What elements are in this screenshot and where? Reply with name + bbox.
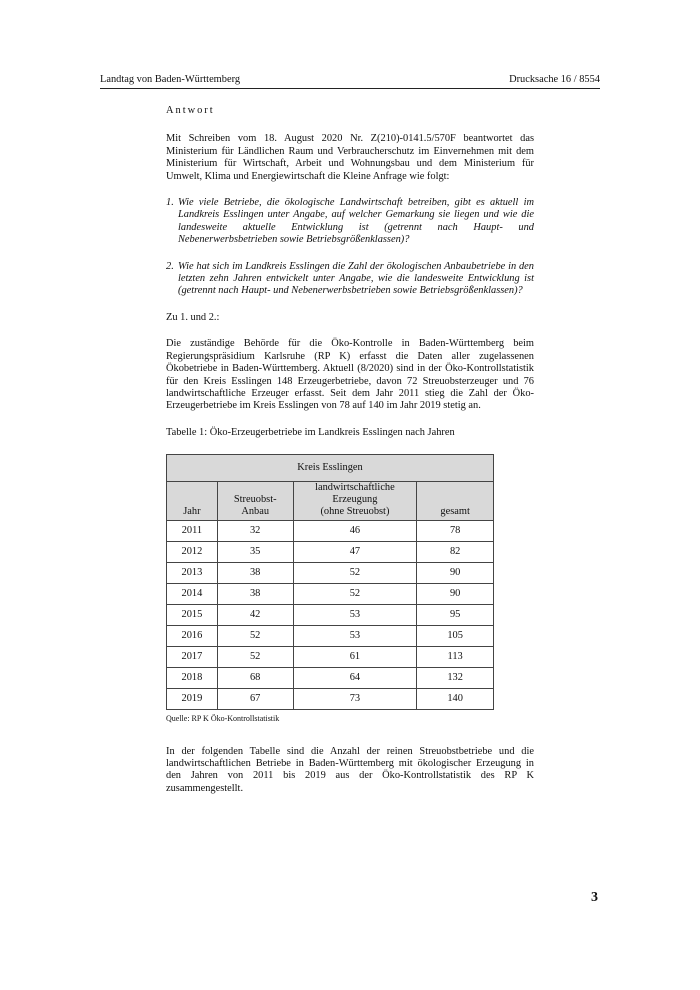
cell-total: 90 (417, 584, 494, 605)
cell-total: 90 (417, 563, 494, 584)
header-agricultural (293, 482, 417, 521)
table-row (167, 626, 494, 647)
header-agricultural-line3: (ohne Streuobst) (320, 506, 390, 518)
question-1-text: Wie viele Betriebe, die ökologische Landwirtschaft betreiben, gibt es aktuell im Landkreis Esslingen unter Angabe, auf welcher Gemarkung sie liegen und wie die landesweite aktuelle Entwicklung ist (getrennt nach Haupt- und Nebenerwerbsbetrieben sowie Betriebsgrößenklassen)? (178, 197, 534, 246)
table-body (167, 521, 494, 710)
cell-total: 82 (417, 542, 494, 563)
cell-streuobst: 32 (217, 521, 293, 542)
table-row (167, 542, 494, 563)
section-heading: Antwort (166, 105, 215, 116)
table-row (167, 689, 494, 710)
table-region-header: Kreis Esslingen (167, 455, 494, 482)
cell-agricultural: 64 (293, 668, 417, 689)
document-body (166, 105, 534, 795)
question-2 (166, 261, 534, 298)
cell-agricultural: 46 (293, 521, 417, 542)
cell-total: 78 (417, 521, 494, 542)
cell-year: 2012 (167, 542, 218, 563)
header-streuobst-line2: Anbau (241, 506, 270, 518)
question-1 (166, 197, 534, 247)
cell-streuobst: 52 (217, 647, 293, 668)
cell-agricultural: 61 (293, 647, 417, 668)
cell-year: 2015 (167, 605, 218, 626)
header-total: gesamt (417, 482, 494, 521)
farms-table (166, 454, 494, 710)
cell-year: 2013 (167, 563, 218, 584)
table-row (167, 605, 494, 626)
header-streuobst (217, 482, 293, 521)
answer-paragraph: Die zuständige Behörde für die Öko-Kontrolle in Baden-Württemberg beim Regierungspräsidium Karlsruhe (RP K) erfasst die Daten aller zugelassenen Ökobetriebe in Baden-Württemberg. Aktuell (8/2020) sind in der Öko-Kontrollstatistik für den Kreis Esslingen 148 Erzeugerbetriebe, davon 72 Streuobsterzeuger und 76 landwirtschaftliche Erzeuger erfasst. Seit dem Jahr 2011 stieg die Zahl der Öko-Erzeugerbetriebe im Kreis Esslingen von 78 auf 140 im Jahr 2019 stetig an. (166, 338, 534, 412)
cell-year: 2016 (167, 626, 218, 647)
cell-total: 140 (417, 689, 494, 710)
table-caption: Tabelle 1: Öko-Erzeugerbetriebe im Landkreis Esslingen nach Jahren (166, 426, 455, 438)
table-row (167, 521, 494, 542)
answer-label: Zu 1. und 2.: (166, 311, 220, 323)
cell-year: 2014 (167, 584, 218, 605)
cell-agricultural: 53 (293, 605, 417, 626)
table-row (167, 668, 494, 689)
cell-total: 113 (417, 647, 494, 668)
cell-streuobst: 42 (217, 605, 293, 626)
cell-agricultural: 73 (293, 689, 417, 710)
page-header (100, 74, 600, 89)
header-year: Jahr (167, 482, 218, 521)
question-2-number: 2. (166, 260, 174, 272)
cell-streuobst: 35 (217, 542, 293, 563)
header-streuobst-line1: Streuobst- (233, 494, 277, 506)
table-row (167, 584, 494, 605)
page-number: 3 (591, 890, 598, 905)
closing-paragraph: In der folgenden Tabelle sind die Anzahl der reinen Streuobstbetriebe und die landwirtschaftlichen Betriebe in Baden-Württemberg mit ökologischer Erzeugung in den Jahren von 2011 bis 2019 aus der Öko-Kontrollstatistik des RP K zusammengestellt. (166, 745, 534, 794)
cell-streuobst: 38 (217, 584, 293, 605)
cell-streuobst: 52 (217, 626, 293, 647)
table-row (167, 563, 494, 584)
cell-streuobst: 67 (217, 689, 293, 710)
cell-agricultural: 52 (293, 584, 417, 605)
cell-total: 105 (417, 626, 494, 647)
header-agricultural-line2: Erzeugung (332, 494, 378, 506)
table-source: Quelle: RP K Öko-Kontrollstatistik (166, 714, 280, 724)
cell-agricultural: 52 (293, 563, 417, 584)
header-parliament: Landtag von Baden-Württemberg (100, 74, 241, 85)
table-row (167, 647, 494, 668)
cell-year: 2011 (167, 521, 218, 542)
question-2-text: Wie hat sich im Landkreis Esslingen die Zahl der ökologischen Anbaubetriebe in den letzten zehn Jahren entwickelt unter Angabe, wie die landesweite Entwicklung ist (getrennt nach Haupt- und Nebenerwerbsbetrieben sowie Betriebsgrößenklassen)? (178, 260, 534, 297)
header-agricultural-line1: landwirtschaftliche (315, 482, 395, 494)
cell-year: 2018 (167, 668, 218, 689)
cell-year: 2019 (167, 689, 218, 710)
cell-total: 132 (417, 668, 494, 689)
cell-streuobst: 38 (217, 563, 293, 584)
question-1-number: 1. (166, 197, 174, 209)
header-document-number: Drucksache 16 / 8554 (509, 74, 600, 85)
cell-agricultural: 47 (293, 542, 417, 563)
cell-year: 2017 (167, 647, 218, 668)
cell-agricultural: 53 (293, 626, 417, 647)
cell-streuobst: 68 (217, 668, 293, 689)
cell-total: 95 (417, 605, 494, 626)
intro-paragraph: Mit Schreiben vom 18. August 2020 Nr. Z(210)-0141.5/570F beantwortet das Ministerium für Ländlichen Raum und Verbraucherschutz im Einvernehmen mit dem Ministerium für Wirtschaft, Arbeit und Wohnungsbau und dem Ministerium für Umwelt, Klima und Energiewirtschaft die Kleine Anfrage wie folgt: (166, 133, 534, 182)
